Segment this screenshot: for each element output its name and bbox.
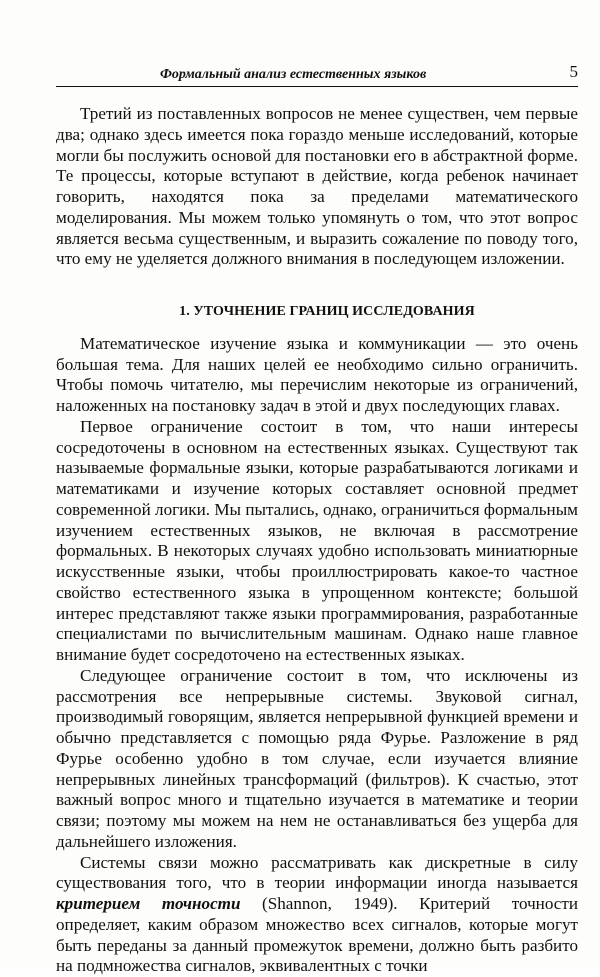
paragraph-continuous-systems: Следующее ограничение состоит в том, что исключены из рассмотрения все непрерывные системы. Звуковой сигнал, производимый говорящим, является непрерывной функцией времени и обычно представляется с помощью ряда Фурье. Разложение в ряд Фурье особенно удобно в том случае, если изучается влияние непрерывных линейных трансформаций (фильтров). К счастью, этот важный вопрос много и тщательно изучается в математике и теории связи; поэтому мы можем на нем не останавливаться без ущерба для дальнейшего изложения. [56,666,578,853]
paragraph-fidelity-criterion [56,853,578,977]
paragraph-scope: Математическое изучение языка и коммуникации — это очень большая тема. Для наших целей ее необходимо сильно ограничить. Чтобы помочь читателю, мы перечислим некоторые из ограничений, наложенных на постановку задач в этой и двух последующих главах. [56,334,578,417]
section-number: 1. [179,304,190,319]
italic-term: критерием точности [56,894,240,913]
page-number: 5 [570,62,579,86]
section-title: УТОЧНЕНИЕ ГРАНИЦ ИССЛЕДОВАНИЯ [193,304,474,319]
section-heading [56,302,578,323]
page-body [56,104,578,977]
paragraph-text-before-term: Системы связи можно рассматривать как дискретные в силу существования того, что в теории информации иногда называется [56,853,578,893]
intro-paragraph: Третий из поставленных вопросов не менее существен, чем первые два; однако здесь имеется пока гораздо меньше исследований, которые могли бы послужить основой для постановки его в абстрактной форме. Те процессы, которые вступают в действие, когда ребенок начинает говорить, находятся пока за пределами математического моделирования. Мы можем только упомянуть о том, что этот вопрос является весьма существенным, и выразить сожаление по поводу того, что ему не уделяется должного внимания в последующем изложении. [56,104,578,270]
paragraph-natural-languages: Первое ограничение состоит в том, что наши интересы сосредоточены в основном на естественных языках. Существуют так называемые формальные языки, которые разрабатываются логиками и математиками и изучение которых составляет основной предмет современной логики. Мы пытались, однако, ограничиться формальным изучением естественных языков, не включая в рассмотрение формальных. В некоторых случаях удобно использовать миниатюрные искусственные языки, чтобы проиллюстрировать какое-то частное свойство естественного языка в упрощенном контексте; большой интерес представляют также языки программирования, разработанные специалистами по вычислительным машинам. Однако наше главное внимание будет сосредоточено на естественных языках. [56,417,578,666]
paragraph-text-after-term: (Shannon, 1949). Критерий точности определяет, каким образом множество всех сигналов, которые могут быть переданы за данный промежуток времени, должно быть разбито на подмножества сигналов, эквивалентных с точки [56,894,578,975]
running-header [56,58,578,87]
running-title: Формальный анализ естественных языков [56,67,426,86]
